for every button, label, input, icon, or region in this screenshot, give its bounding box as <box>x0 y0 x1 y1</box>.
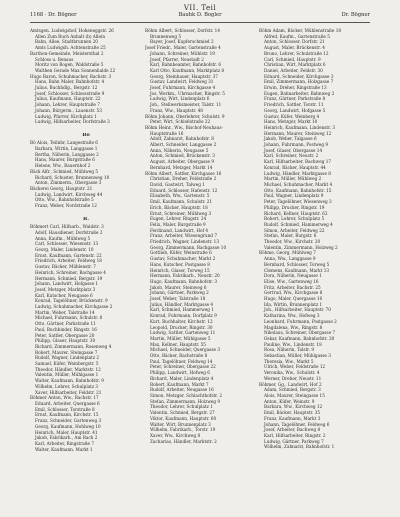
directory-entry: Karl, Bahnbeamter, Bahnhofstr. 6 <box>150 62 222 68</box>
directory-entry: Julius, Händler, Marktgasse 4 <box>150 301 214 307</box>
directory-entry: Eduard, Schlosser, Hafenstr. 12 <box>150 187 218 193</box>
directory-entry: Pauline, Ww., Lindenstr. 18 <box>264 341 322 347</box>
directory-entry: Martin, Weber, Talstraße 14 <box>35 309 95 315</box>
directory-entry: Georg, Landwirt, Hofgasse 5 <box>264 107 326 113</box>
directory-entry: Friedrich, Wagner, Lindenstr. 13 <box>150 239 219 245</box>
directory-entry: Moritz von Bogen, Waldstraße 5 <box>35 62 104 68</box>
directory-entry: Franz, Kaufmann, Markt 3 <box>264 415 321 421</box>
directory-entry: Karl, Arbeiter, Ringstraße 7 <box>35 440 94 446</box>
directory-entry: Josef, Weber, Talstraße 18 <box>150 296 206 302</box>
directory-entry: Anna, Kaufm., Mühlweg 5 <box>35 235 91 241</box>
directory-entry: Philipp, Drucker, Ringstr. 19 <box>264 204 325 210</box>
directory-entry: Michael, Schneider, Quergasse 3 <box>150 347 220 353</box>
header-center: Bauhk D. Bogler <box>178 12 222 18</box>
directory-entry <box>30 125 142 131</box>
directory-entry: Felix, Maler, Burgstraße 9 <box>150 221 206 227</box>
directory-entry: Friedrich, Arbeiter, Feldweg 18 <box>35 258 102 264</box>
directory-entry: Walter, Wirt, Brunnenplatz 3 <box>150 421 211 427</box>
directory-entry: Johann, Tagelöhner, Feldweg 6 <box>264 421 330 427</box>
directory-entry: Barbara, Wirtin, Langgasse 1 <box>35 146 98 152</box>
directory-entry: Ludwig, Wirt, Lindenplatz 6 <box>150 96 210 102</box>
directory-entry: Philipp, Glaser, Hauptstr. 30 <box>35 338 96 344</box>
directory-entry: Ernst, Kaufmann, Kirchstr. 15 <box>35 412 99 418</box>
directory-entry: Böhm Johann, Oberlehrer, Schulstr. 9 <box>145 113 225 119</box>
directory-entry: Otto, Gärtner, Parkstraße 11 <box>35 321 96 327</box>
directory-entry: Simon, Arbeiter, Feldweg 22 <box>264 227 325 233</box>
directory-entry: Michael, Schuhmacher, Markt 4 <box>264 181 333 187</box>
directory-entry: Hans, Kutscher, Postgasse 8 <box>150 261 210 267</box>
directory-entry: Theodor, Händler, Marktstr. 12 <box>35 366 101 372</box>
directory-entry: Böhmert Carl, Hilfsarb., Waldstr. 3 <box>30 224 104 230</box>
directory-entry: Wilhelm, Zahnarzt, Bahnhofstr. 1 <box>264 444 335 450</box>
directory-entry: Werner, Dreher, Neustr. 11 <box>264 375 322 381</box>
directory-entry: Heinrich, Maler, Hauptstr. 41 <box>35 429 98 435</box>
directory-entry: Hauptstraße 16 <box>150 130 184 136</box>
directory-entry: Hermann, Schmied, Bergstr. 19 <box>35 275 103 281</box>
directory-entry: Hugo, Kaufmann, Bahnhofstr. 3 <box>150 278 218 284</box>
directory-entry: Ludwig, Hilfsarbeiter, Dorfstraße 3 <box>35 119 110 125</box>
directory-entry: Gustav, Schuhmacher, Markt 2 <box>150 256 216 262</box>
directory-entry: Alfred, Kaufm., Gartenstraße 5 <box>264 33 330 39</box>
directory-entry: Böhme, Georg, Mühlweg 7 <box>259 250 316 256</box>
directory-entry: Katharina, Ww., Hofweg 3 <box>264 313 320 319</box>
directory-entry: Ludwig, Händler, Marktgasse 8 <box>264 170 331 176</box>
directory-entry: Ludwig, Pfarrer, Kirchplatz 1 <box>35 113 97 119</box>
directory-entry: Eduard, Arbeiter, Quergasse 6 <box>35 401 100 406</box>
directory-entry: Karl, Schmied, Hammerweg 1 <box>150 307 214 313</box>
directory-entry: Johann, Fuhrmann, Postweg 9 <box>264 142 329 148</box>
directory-entry: Emil, Zimmermann, Holzgasse 7 <box>264 79 334 85</box>
directory-entry: Ludwig, Schuhmacher, Kirchgasse 2 <box>35 304 113 310</box>
directory-entry: Joh., Stellwerksmeister, Talstr. 11 <box>150 102 222 108</box>
directory-entry: Bö Alois, Teilnhr, Langestraße 6 <box>30 140 98 146</box>
directory-entry: Oskar, Kaufmann, Bahnhofstr. 20 <box>264 335 335 341</box>
directory-entry: Anton, Schlosser, Dorfstr. 21 <box>264 39 325 45</box>
directory-entry: Franz, Schneider, Gartenweg 3 <box>35 418 102 424</box>
directory-entry: Karl, Hilfsarbeiter, Ringstr. 2 <box>264 432 326 438</box>
directory-entry: Richard, Kellner, Hauptstr. 62 <box>264 210 328 216</box>
directory-entry: Rudolf, Wagner, Lindenplatz 2 <box>35 355 100 361</box>
directory-entry: Josef, Fuhrmann, Kirchgasse 4 <box>150 85 216 91</box>
directory-entry: Peter, Wirt, Schloßstraße 22 <box>150 119 211 125</box>
directory-entry: Christian, Dreher, Feldstraße 2 <box>150 176 217 182</box>
directory-entry: Ludwig, Landwirt, Kirchweg 44 <box>35 191 103 197</box>
directory-entry: Eugen, Lehrer, Ringstr. 24 <box>150 216 207 222</box>
directory-column-1 <box>30 28 142 508</box>
directory-entry: Friedrich, Sattler, Torstr. 11 <box>264 102 324 108</box>
directory-entry: Sebastian, Müller, Mühlgasse 3 <box>264 353 331 359</box>
directory-entry: Karl, Kutscher, Neugasse 6 <box>35 292 93 298</box>
directory-entry: Paul, Buchbinder, Ringstr. 16 <box>35 326 97 332</box>
directory-entry: Gottlieb, Küfer, Weinstraße 6 <box>150 250 212 256</box>
directory-entry: Eugen, Bahnarbeiter, Bahnweg 2 <box>264 90 335 96</box>
directory-entry: Ferdinand, Landwirt, Hof 4 <box>150 227 209 233</box>
directory-entry: Gustav, Küfer, Weinberg 4 <box>264 113 320 119</box>
directory-entry: Georg, Kaufmann, Hohlweg 10 <box>35 423 101 429</box>
directory-entry: Stefan, Maler, Burgstr. 6 <box>264 233 317 239</box>
directory-entry: Helene, Ww., Bauernhof 2 <box>35 163 91 169</box>
directory-entry: Clemens, Kaufmann, Markt 13 <box>264 267 330 273</box>
directory-entry: Konrad, Tagelöhner, Brückenstr. 9 <box>35 298 108 304</box>
directory-entry: Ludwig, Gärtner, Parkweg 7 <box>264 438 324 444</box>
directory-entry: Karl Otto, Kaufmann, Marktplatz 8 <box>150 67 225 73</box>
directory-entry: Heinrich, Glaser, Torweg 15 <box>150 267 210 273</box>
directory-entry: Bayer, Josef, Kupferschmied 2 <box>150 39 214 45</box>
directory-entry: Franz, Arbeiter, Wiesengrund 7 <box>150 233 217 239</box>
directory-entry: Adam, Schmied, Bergstr. 3 <box>264 387 321 393</box>
part-title: VII. Teil <box>183 4 217 12</box>
directory-entry: Schloss u. Benaus <box>35 56 74 62</box>
directory-entry: Bahn, Allee, Stadtbrunnen 20 <box>35 39 98 45</box>
directory-entry: David, Gastwirt, Talweg 1 <box>150 181 205 187</box>
directory-entry: Ludwig, Sattler, Gartenweg 11 <box>150 330 216 336</box>
directory-entry: Hans, Maurer, Burgstraße 6 <box>35 157 95 163</box>
directory-entry: Julius, Buchhdlg., Bergstr. 12 <box>35 85 98 91</box>
directory-entry: Robert, Lehrer, Schulplatz 5 <box>264 216 325 222</box>
directory-entry: Barthon-Gemeinde, Meistersthal 2 <box>30 50 104 56</box>
directory-entry: Ida, Wirtin, Brunnenplatz 1 <box>264 301 323 307</box>
directory-entry: Josef Friedr., Maler, Gartenstraße 4 <box>145 45 221 51</box>
header-left: 1168 · Dr. Bögner <box>30 12 77 18</box>
directory-entry: Jakob, Fabrikarb., Am Bach 2 <box>35 435 98 441</box>
directory-entry: Amts Ludwigsh. Achtenstraße 25 <box>35 45 106 51</box>
directory-entry: Böhm Albert, Sattler, Kirchgasse 16 <box>145 170 222 176</box>
directory-entry: Adolf, Zahnarzt, Bahnhofstr. 8 <box>150 136 214 142</box>
directory-entry: Böhm Albert, Schlosser, Dorfstr. 14 <box>145 28 221 33</box>
directory-entry: Walthen Gerade Max Sonnenhalde 22 <box>35 67 116 73</box>
directory-entry: Magdalena, Ww., Ringstr. 8 <box>264 324 323 330</box>
directory-entry: Robert, Kaufmann, Markt 7 <box>150 381 209 387</box>
directory-entry: Rudolf, Arbeiter, Neugasse 16 <box>150 387 214 393</box>
directory-entry: August, Maler, Brückenstr. 4 <box>264 45 325 51</box>
directory-entry: Bäck Alfr., Schmied, Mühlweg 5 <box>30 168 99 174</box>
directory-entry: Gertrud, Ww., Kirchgasse 8 <box>264 290 323 296</box>
directory-entry: Ernst, Kaufmann, Gartenstr. 22 <box>35 252 102 258</box>
directory-entry: Franz, Weber, Nordstraße 12 <box>35 203 97 209</box>
directory-entry: Richard, Schuster, Brunnenweg 10 <box>35 174 110 180</box>
directory-entry: Albert, Schneider, Langgasse 2 <box>150 142 217 148</box>
directory-entry: Rosa, Näherin, Talstr. 9 <box>264 347 315 353</box>
directory-entry: Hans, Bahn Maler, Bahnhofstr. 4 <box>35 79 105 85</box>
directory-entry: Xaver, Ww., Kirchweg 8 <box>150 432 201 438</box>
directory-entry: Jakob, Maurer, Steinweg 6 <box>150 284 207 290</box>
directory-entry: Veronika, Ww., Schulstr. 4 <box>264 370 320 376</box>
directory-entry: Heinrich, Schreiner, Bachgasse 4 <box>35 269 106 275</box>
section-heading: B. <box>83 216 89 222</box>
directory-entry: Anton, Zimmerm., Obergasse 3 <box>35 180 102 186</box>
directory-entry: Anton, Küfer, Weinstr. 9 <box>264 398 315 404</box>
directory-entry: Elisabeth, Ww., Gartenstr. 5 <box>150 193 210 199</box>
directory-entry: Gustav, Bäcker, Mühlenstr. 7 <box>35 264 96 270</box>
directory-entry: Elise, Ww., Gartenweg 16 <box>264 278 319 284</box>
directory-entry: Paul, Tagelöhner, Feldweg 14 <box>150 358 213 364</box>
directory-entry: Georg, Steinhauer, Hauptstr. 37 <box>150 73 218 79</box>
directory-entry: Erwin, Dreher, Ringstraße 13 <box>264 85 327 91</box>
directory-entry: Hermann, Maurer, Steinweg 12 <box>264 130 332 136</box>
directory-entry: Simon, Metzger, Schlachthofstr. 2 <box>150 393 223 398</box>
directory-entry: Carl, Schlosser, Wiesenstr. 13 <box>35 241 99 247</box>
directory-entry: Gustav, Landwirt, Feldweg 31 <box>150 79 214 85</box>
directory-entry: Bruno, Lehrer, Schulstraße 12 <box>264 50 329 56</box>
directory-entry: Erich, Bäcker, Hauptstr. 18 <box>150 204 208 210</box>
directory-entry: Stefan, Zimmermann, Holzweg 9 <box>150 398 221 404</box>
directory-entry: Alois, Maurer, Steingasse 15 <box>264 393 325 398</box>
directory-entry: Brunnenweg 5 <box>150 33 182 39</box>
directory-entry: Paul, Wagner, Lindenplatz 9 <box>264 193 324 199</box>
directory-entry: Emil, Schlosser, Torstraße 8 <box>35 406 95 412</box>
directory-entry: Böhm Adam, Bäcker, Mühlenstraße 18 <box>259 28 342 33</box>
directory-entry: Karl, Schreiner, Neustr. 2 <box>264 153 319 159</box>
directory-entry: Theresia, Ww., Markt 5 <box>264 358 314 364</box>
directory-entry: Heinrich, Kaufmann, Lindenstr. 3 <box>264 124 335 130</box>
directory-entry: Bäckerei Georg, Hauptstr. 21 <box>30 185 93 191</box>
directory-entry: Hans, Metzger, Markt 10 <box>264 119 318 125</box>
directory-entry: Christian, Wirt, Marktplatz 6 <box>264 62 326 68</box>
directory-entry: Rudolf, Schmied, Hammerweg 4 <box>264 221 333 227</box>
directory-entry: Otto, Ww., Bahnhofstraße 5 <box>35 197 94 203</box>
directory-entry: Kurt, Buchhalter, Kirchstr. 12 <box>150 318 213 324</box>
directory-entry: Karl, Hilfsarbeiter, Bachweg 17 <box>264 159 332 165</box>
directory-entry: Walter, Kaufmann, Bahnhofstr. 9 <box>35 378 104 384</box>
directory-entry: Valentin, Zimmermann, Holzweg 2 <box>264 244 338 250</box>
directory-entry: Hugo, Maler, Quergasse 10 <box>264 296 323 302</box>
directory-entry: Hermann, Fabrikarb., Neustr. 20 <box>150 273 220 279</box>
directory-entry: Carl, Schmied, Hauptstr. 9 <box>264 56 321 62</box>
directory-entry: Josef, Pfarrer, Neustadt 2 <box>150 56 204 62</box>
directory-entry: Johann, Lehrer, Hauptstraße 7 <box>35 102 100 108</box>
directory-entry: Bernhard, Schlosser, Torweg 5 <box>264 261 330 267</box>
header-right: Dr. Bögner <box>341 12 370 18</box>
directory-entry: Anna, Ww., Langgasse 9 <box>264 256 316 262</box>
directory-entry: Barbara, Ww., Kirchweg 12 <box>264 404 323 410</box>
directory-entry: Leopold, Drucker, Ringstr. 30 <box>150 324 213 330</box>
directory-entry: Dora, Näherin, Neugasse 1 <box>264 273 322 279</box>
directory-entry: Philipp, Landwirt, Hofweg 6 <box>150 370 210 376</box>
directory-entry: Josef, Arbeiter, Bachweg 8 <box>264 427 321 433</box>
directory-column-3 <box>259 28 371 508</box>
directory-entry: Johann, Schreiner, Mühlstr. 19 <box>150 50 215 56</box>
directory-column-2 <box>145 28 257 508</box>
directory-entry: Josef, Schlosser, Schlossstraße 9 <box>35 90 105 96</box>
directory-entry: Fritz, Arbeiter, Bachstr. 25 <box>264 284 321 290</box>
directory-entry: Wilhelm, Lehrer, Schulplatz 3 <box>35 383 99 389</box>
header-rule <box>30 22 370 23</box>
directory-entry: Peter, Schreiner, Obergasse 22 <box>150 364 216 370</box>
directory-entry: Jos. Werkm., Uhrmacher, Ringstr. 5 <box>150 90 225 96</box>
directory-entry: Martin, Müller, Mühlweg 2 <box>264 176 322 182</box>
directory-entry: Daniel, Arbeiter, Feldstr. 30 <box>264 67 323 73</box>
directory-entry: Theodor, Lehrer, Schulplatz 1 <box>150 404 213 410</box>
directory-entry: Otto, Kaufmann, Bahnhofstr. 15 <box>264 187 332 193</box>
directory-entry: Johann, Landwirt, Hofgasse 1 <box>35 281 99 287</box>
directory-entry: Valentin, Müller, Mühlgasse 1 <box>35 372 99 378</box>
directory-entry: Bernhard, Metzger, Markt 14 <box>150 164 213 170</box>
directory-entry <box>30 209 142 215</box>
directory-entry: Johann, Bürgerm., Lauenstr. 53 <box>35 107 102 113</box>
directory-entry: Josef, Metzger, Marktplatz 3 <box>35 286 96 292</box>
directory-entry: Jakob, Weber, Talgasse 6 <box>264 136 317 142</box>
directory-entry: Walter, Kaufmann, Markt 1 <box>35 446 93 452</box>
directory-entry: Emil, Bäcker, Hauptstr. 35 <box>264 410 321 416</box>
directory-entry: Eduard, Schneider, Kirchgasse 3 <box>264 73 334 79</box>
directory-entry: Josef, Glaser, Obergasse 14 <box>264 147 323 153</box>
directory-entry: August, Arbeiter, Obergasse 9 <box>150 159 215 165</box>
directory-entry: Böhm Heinr., Ww., Bischof-Neuhaus- <box>145 124 223 130</box>
directory-entry: Otto, Bäcker, Bachstraße 8 <box>150 353 208 359</box>
directory-entry: Georg, Zimmermann, Bachgasse 10 <box>150 244 227 250</box>
directory-entry: Bertha, Näherin, Langgasse 2 <box>35 151 99 157</box>
directory-entry: Johann, Gärtner, Parkweg 2 <box>150 290 209 296</box>
directory-entry: Theodor, Ww., Kirchstr. 20 <box>264 239 321 245</box>
directory-entry: Böhmer, Gg., Landwirt, Hof 2 <box>259 381 322 387</box>
directory-entry: Peter, Sattler, Obergasse 20 <box>35 332 95 338</box>
section-heading: Bö <box>82 132 90 138</box>
directory-entry: Konrad, Bäcker, Hauptstr. 44 <box>264 164 326 170</box>
directory-entry: Franz, Gärtner, Parkstraße 8 <box>264 96 326 102</box>
directory-entry: Samuel, Küfer, Weinbergstr. 5 <box>35 361 99 367</box>
directory-entry: Valentin, Schmied, Bergstr. 27 <box>150 410 215 416</box>
directory-entry: Wilhelm, Fabrikarb., Torstr. 19 <box>150 427 216 433</box>
directory-entry: Ernst, Schreiner, Mühlweg 3 <box>150 210 212 216</box>
directory-entry: Anton, Schmied, Brückenstr. 3 <box>150 153 215 159</box>
directory-entry: Georg, Maler, Lindenstr. 10 <box>35 247 94 253</box>
running-header <box>30 12 370 21</box>
directory-entry: Xaver, Hilfsarbeiter, Feldstr. 21 <box>35 389 102 395</box>
directory-entry: Viktor, Kaufmann, Hauptstr. 60 <box>150 415 217 421</box>
directory-entry: Michael, Fuhrmann, Schulstr. 8 <box>35 315 103 321</box>
directory-entry: Adolf, Hausdiener, Dorfstraße 2 <box>35 229 103 235</box>
directory-entry: Ulrich, Weber, Feldstraße 12 <box>264 364 326 370</box>
directory-entry: Konrad, Fuhrmann, Dorfplatz 9 <box>150 313 217 319</box>
directory-entry: Julius, Kaufmann, Hauptstr. 22 <box>35 96 101 102</box>
directory-entry: Anna, Näherin, Neugasse 5 <box>150 147 209 153</box>
directory-entry: Allen Zum Buch Anhalt (b) Allein <box>35 33 106 39</box>
directory-entry: Joh., Hilfsarbeiter, Hauptstr. 70 <box>264 307 331 313</box>
directory-entry: Max, Kellner, Hauptstr. 55 <box>150 341 206 347</box>
directory-entry: Amtsgen. Ludwigshof, Hoheneggstr. 26 <box>30 28 114 33</box>
directory-entry: Hugo Baron, Schuhmacher, Bachstr. 3 <box>30 73 112 79</box>
directory-entry: Emil, Kaufmann, Schulstr. 21 <box>150 199 213 205</box>
directory-entry: Peter, Tagelöhner, Wiesenweg 3 <box>264 199 332 205</box>
directory-entry: Franz, Ww., Hauptstr. 48 <box>150 107 203 113</box>
directory-entry: Zacharias, Händler, Marktstr. 2 <box>150 438 217 444</box>
directory-entry: Richard, Maler, Lindenplatz 4 <box>150 375 214 381</box>
directory-entry: Leonhard, Fuhrmann, Postgasse 2 <box>264 318 337 324</box>
directory-entry: Richard, Zimmermann, Rosenweg 4 <box>35 343 112 349</box>
directory-entry: Nikolaus, Schreiner, Obergasse 7 <box>264 330 336 336</box>
directory-entry: Robert, Maurer, Steingasse 7 <box>35 349 98 355</box>
directory-entry: Martin, Müller, Mühlgasse 5 <box>150 335 211 341</box>
directory-entry: Böhmer Anton, Ww., Bachstr. 17 <box>30 395 99 401</box>
